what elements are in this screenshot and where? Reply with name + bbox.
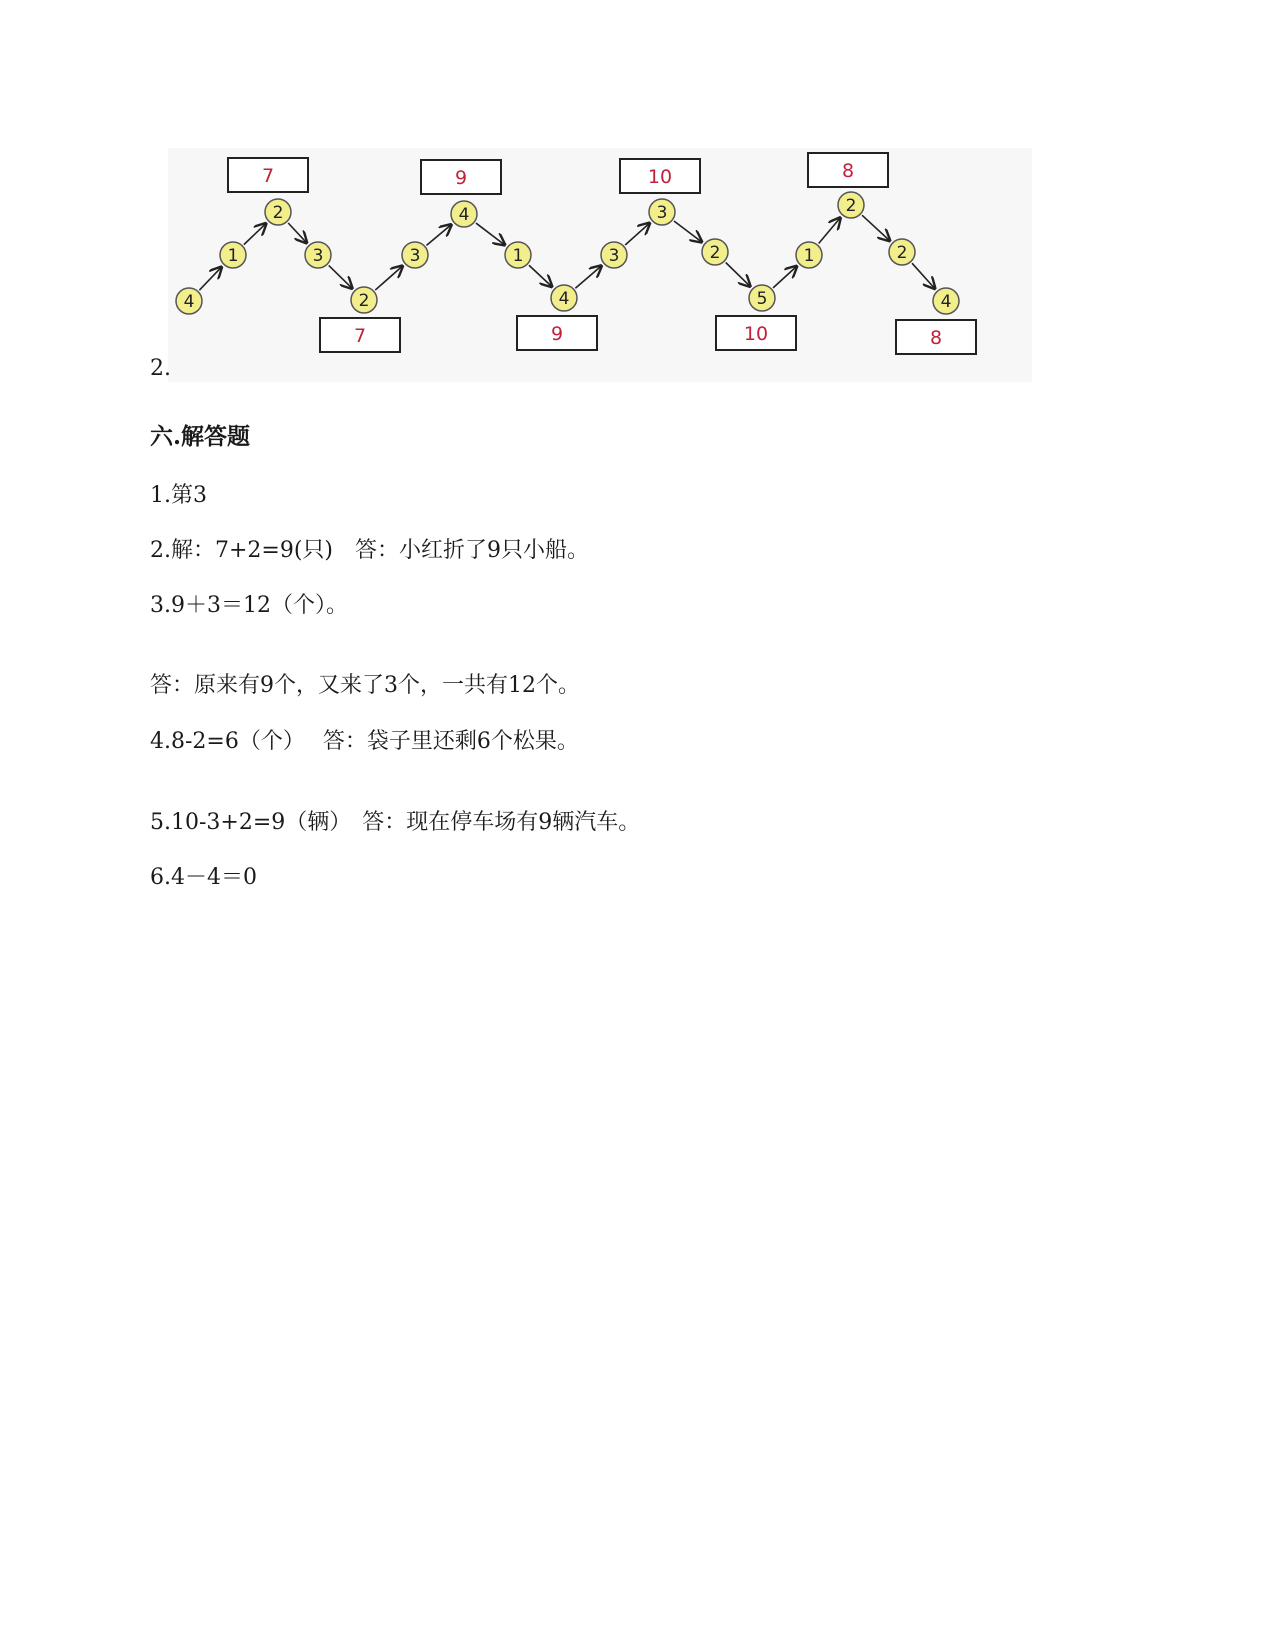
- answer-line-6: 6.4－4＝0: [150, 865, 257, 890]
- chain-node: [933, 288, 959, 314]
- chain-node: [451, 201, 477, 227]
- bottom-sum-box-value: 10: [743, 323, 769, 345]
- chain-node: [702, 239, 728, 265]
- chain-node-number: 2: [272, 203, 284, 223]
- bottom-sum-box-value: 9: [550, 323, 564, 345]
- top-sum-box: [421, 160, 501, 194]
- top-sum-box-value: 8: [841, 160, 855, 182]
- top-sum-box-value: 7: [261, 165, 275, 187]
- chain-node-number: 1: [227, 246, 239, 266]
- answer-line-4: 4.8-2=6（个） 答：袋子里还剩6个松果。: [150, 729, 579, 754]
- chain-node: [796, 242, 822, 268]
- section-title: 六.解答题: [150, 423, 251, 450]
- bottom-sum-box-value: 7: [353, 325, 367, 347]
- chain-node-number: 4: [940, 292, 952, 312]
- chain-node-number: 2: [896, 243, 908, 263]
- answer-line-3: 3.9＋3＝12（个）。: [150, 593, 348, 618]
- chain-node-number: 3: [409, 246, 421, 266]
- answer-line-1: 1.第3: [150, 483, 207, 508]
- top-sum-box-value: 10: [647, 166, 673, 188]
- chain-node: [351, 287, 377, 313]
- bottom-sum-box: [517, 316, 597, 350]
- chain-node: [551, 285, 577, 311]
- number-chain-diagram: [168, 148, 1032, 382]
- bottom-sum-box-value: 8: [929, 327, 943, 349]
- top-sum-box: [228, 158, 308, 192]
- answer-line-5: 5.10-3+2=9（辆） 答：现在停车场有9辆汽车。: [150, 810, 641, 835]
- bottom-sum-box: [320, 318, 400, 352]
- chain-node-number: 1: [803, 246, 815, 266]
- chain-node: [649, 199, 675, 225]
- chain-node: [265, 199, 291, 225]
- chain-node-number: 2: [845, 196, 857, 216]
- chain-node-number: 3: [608, 246, 620, 266]
- bottom-sum-box: [716, 316, 796, 350]
- chain-node-number: 3: [312, 246, 324, 266]
- chain-node-number: 3: [656, 203, 668, 223]
- chain-node-number: 5: [756, 289, 768, 309]
- chain-node: [305, 242, 331, 268]
- chain-node-number: 4: [458, 205, 470, 225]
- top-sum-box-value: 9: [454, 167, 468, 189]
- chain-node: [220, 242, 246, 268]
- top-sum-box: [808, 153, 888, 187]
- top-sum-box: [620, 159, 700, 193]
- chain-node: [749, 285, 775, 311]
- chain-node-number: 2: [709, 243, 721, 263]
- number-chain-svg: [168, 148, 1032, 382]
- chain-node-number: 4: [183, 292, 195, 312]
- chain-node: [402, 242, 428, 268]
- chain-node-number: 2: [358, 291, 370, 311]
- item-number: 2.: [150, 356, 171, 381]
- bottom-sum-box: [896, 320, 976, 354]
- answer-line-2: 2.解：7+2=9(只) 答：小红折了9只小船。: [150, 538, 590, 563]
- chain-node: [889, 239, 915, 265]
- chain-node: [838, 192, 864, 218]
- chain-node-number: 4: [558, 289, 570, 309]
- chain-node: [601, 242, 627, 268]
- answer-line-3-response: 答：原来有9个，又来了3个，一共有12个。: [150, 673, 580, 698]
- chain-node: [505, 242, 531, 268]
- chain-node-number: 1: [512, 246, 524, 266]
- chain-node: [176, 288, 202, 314]
